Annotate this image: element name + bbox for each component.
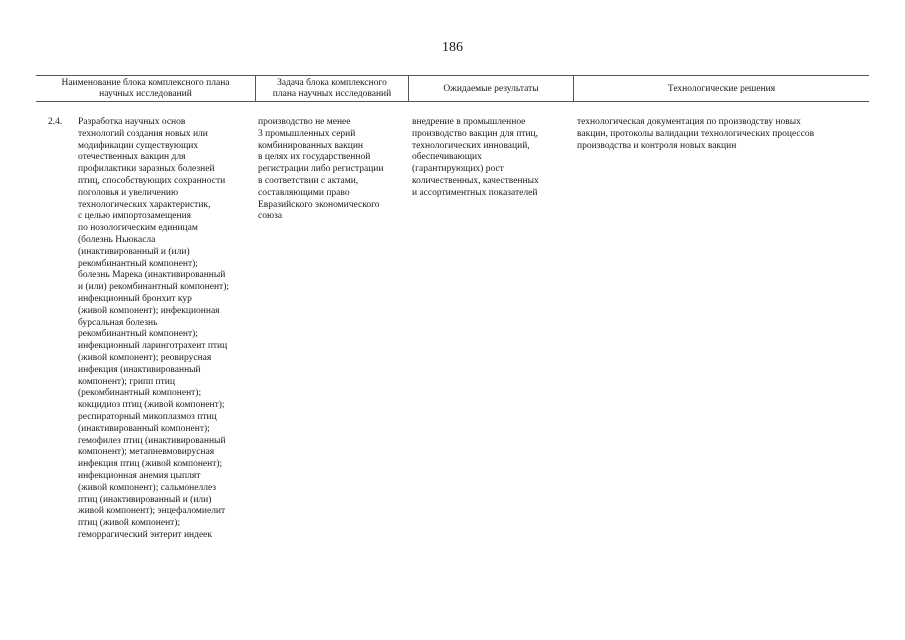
row-expected-results: внедрение в промышленное производство вакцин для птиц, технологических инноваций, обеспечивающих (гарантирующих) рост количественных, качественных и ассортиментных показателей [412, 117, 539, 198]
row-number: 2.4. [48, 117, 63, 127]
row-tech-solutions: технологическая документация по производству новых вакцин, протоколы валидации технологических процессов производства и контроля новых вакцин [577, 117, 815, 151]
header-block-name-label: Наименование блока комплексного плана научных исследований [61, 78, 230, 99]
header-block-name [36, 77, 255, 101]
row-block-name: Разработка научных основ технологий создания новых или модификации существующих отечественных вакцин для профилактики заразных болезней птиц, способствующих сохранности поголовья и увеличению технологических характеристик, с целью импортозамещения по нозологическим единицам (болезнь Ньюкасла (инактивированный и (или) рекомбинантный компонент); болезнь Марека (инактивированный и (или) рекомбинантный компонент); инфекционный бронхит кур (живой компонент); инфекционная бурсальная болезнь рекомбинантный компонент); инфекционный ларинготрахеит птиц (живой компонент); реовирусная инфекция (инактивированный компонент); грипп птиц (рекомбинантный компонент); кокцидиоз птиц (живой компонент); респираторный микоплазмоз птиц (инактивированный компонент); гемофилез птиц (инактивированный компонент); метапневмовирусная инфекция птиц (живой компонент); инфекционная анемия цыплят (живой компонент); сальмонеллез птиц (инактивированный и (или) живой компонент); энцефаломиелит птиц (живой компонент); геморрагический энтерит индеек [78, 117, 230, 540]
header-task [256, 77, 408, 101]
header-expected-results [409, 77, 573, 101]
header-expected-results-label: Ожидаемые результаты [443, 83, 539, 94]
header-task-label: Задача блока комплексного плана научных исследований [272, 78, 392, 99]
row-task: производство не менее 3 промышленных серий комбинированных вакцин в целях их государственной регистрации либо регистрации в соответствии с актами, составляющими право Евразийского экономического союза [258, 117, 384, 222]
header-tech-solutions-label: Технологические решения [667, 83, 776, 94]
table-top-rule [36, 75, 869, 76]
table-header-bottom-rule [36, 101, 869, 102]
page-number: 186 [442, 40, 463, 55]
header-tech-solutions [574, 77, 869, 101]
